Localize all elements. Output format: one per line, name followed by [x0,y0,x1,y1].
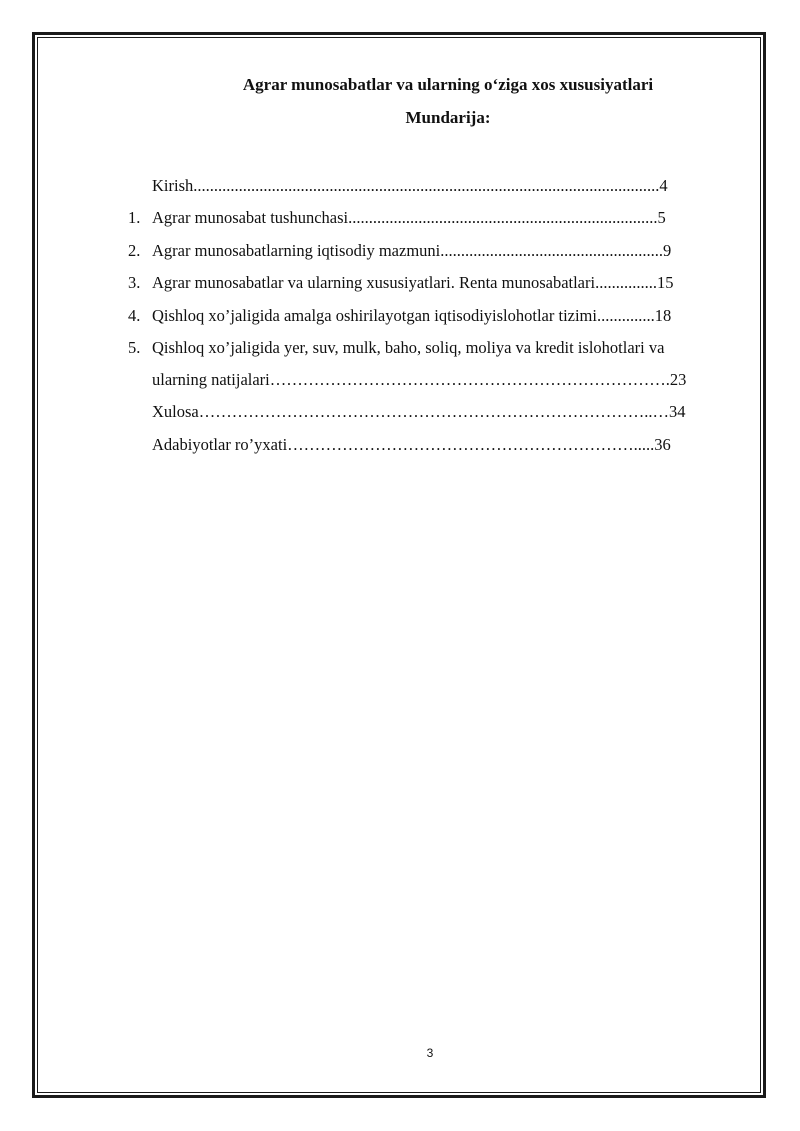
toc-entry-number: 5. [128,338,141,357]
toc-entry-3: Agrar munosabatlar va ularning xususiyatlari. Renta munosabatlari...............15 [152,273,674,292]
toc-entry-4: Qishloq xo’jaligida amalga oshirilayotgan iqtisodiyislohotlar tizimi..............18 [152,306,672,325]
toc-entry-5-continued: ularning natijalari……………………………………………………………….23 [152,370,687,389]
toc-entry-number: 1. [128,208,141,227]
toc-heading: Mundarija: [405,108,491,127]
toc-entry-number: 4. [128,306,141,325]
document-title: Agrar munosabatlar va ularning o‘ziga xos xususiyatlari [242,75,654,94]
page-number: 3 [426,1046,434,1060]
toc-entry-adabiyotlar: Adabiyotlar ro’yxati……………………………………………………….....36 [152,435,671,454]
toc-entry-xulosa: Xulosa………………………………………………………………………..…34 [152,402,686,421]
toc-entry-2: Agrar munosabatlarning iqtisodiy mazmuni......................................................9 [152,241,672,260]
toc-entry-5: Qishloq xo’jaligida yer, suv, mulk, baho, soliq, moliya va kredit islohotlari va [152,338,665,357]
toc-entry-number: 3. [128,273,141,292]
toc-entry-1: Agrar munosabat tushunchasi...........................................................................5 [152,208,666,227]
toc-entry-kirish: Kirish.................................................................................................................4 [152,176,668,195]
toc-entry-number: 2. [128,241,141,260]
